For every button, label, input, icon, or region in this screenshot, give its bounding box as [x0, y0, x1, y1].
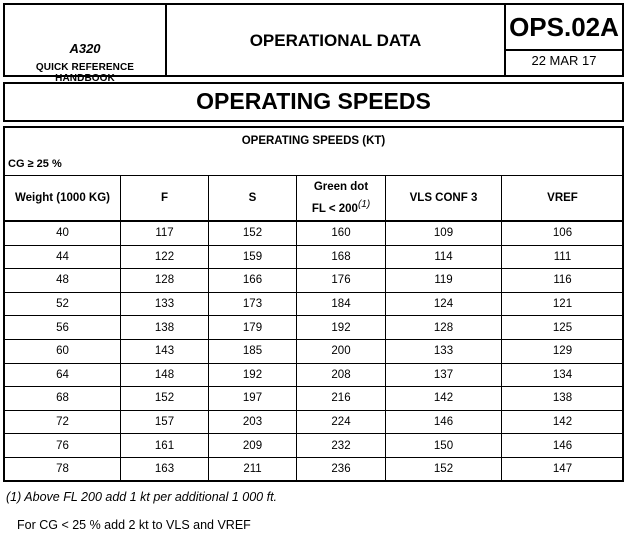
table-row	[5, 245, 624, 269]
cell-weight: 72	[5, 410, 121, 434]
cell-weight: 56	[5, 316, 121, 340]
header-vls-conf3: VLS CONF 3	[386, 176, 502, 222]
header-green-dot-line1: Green dot	[313, 180, 369, 193]
cell-green-dot: 216	[297, 387, 386, 411]
cell-weight: 64	[5, 363, 121, 387]
cell-vls-conf3: 152	[386, 457, 502, 481]
cell-vls-conf3: 128	[386, 316, 502, 340]
table-body	[5, 221, 624, 481]
table-caption: OPERATING SPEEDS (KT)	[241, 135, 386, 147]
cell-vls-conf3: 119	[386, 269, 502, 293]
cell-s: 192	[209, 363, 297, 387]
page-code-box	[504, 3, 624, 77]
chapter-header	[165, 3, 506, 77]
table-row	[5, 410, 624, 434]
cell-f: 143	[121, 339, 209, 363]
cell-weight: 78	[5, 457, 121, 481]
cell-f: 161	[121, 434, 209, 458]
cell-vref: 138	[502, 387, 624, 411]
cell-green-dot: 224	[297, 410, 386, 434]
table-row	[5, 457, 624, 481]
cell-vref: 111	[502, 245, 624, 269]
header-weight: Weight (1000 KG)	[5, 176, 121, 222]
table-row	[5, 434, 624, 458]
cell-green-dot: 208	[297, 363, 386, 387]
cell-vref: 146	[502, 434, 624, 458]
cell-s: 179	[209, 316, 297, 340]
header-green-dot	[297, 176, 386, 222]
cell-s: 203	[209, 410, 297, 434]
cell-f: 117	[121, 221, 209, 245]
cell-f: 122	[121, 245, 209, 269]
cell-vref: 121	[502, 292, 624, 316]
table-row	[5, 292, 624, 316]
cell-f: 133	[121, 292, 209, 316]
cell-vls-conf3: 133	[386, 339, 502, 363]
footnote-fl200: (1) Above FL 200 add 1 kt per additional 1 000 ft.	[6, 490, 278, 504]
cell-s: 211	[209, 457, 297, 481]
cell-green-dot: 168	[297, 245, 386, 269]
speeds-table-panel	[3, 126, 624, 482]
table-row	[5, 269, 624, 293]
cell-f: 138	[121, 316, 209, 340]
cell-vref: 116	[502, 269, 624, 293]
cell-s: 209	[209, 434, 297, 458]
cell-weight: 52	[5, 292, 121, 316]
cell-green-dot: 184	[297, 292, 386, 316]
aircraft-model: A320	[69, 41, 101, 56]
page-code: OPS.02A	[506, 5, 622, 51]
cell-weight: 76	[5, 434, 121, 458]
cell-s: 185	[209, 339, 297, 363]
cell-weight: 48	[5, 269, 121, 293]
cell-vls-conf3: 146	[386, 410, 502, 434]
footnote-ref: (1)	[357, 198, 371, 210]
cell-green-dot: 236	[297, 457, 386, 481]
table-header-row	[5, 176, 624, 222]
cell-vls-conf3: 150	[386, 434, 502, 458]
cell-vref: 142	[502, 410, 624, 434]
cell-f: 128	[121, 269, 209, 293]
table-row	[5, 221, 624, 245]
section-title: OPERATING SPEEDS	[196, 88, 431, 114]
chapter-title: OPERATIONAL DATA	[249, 31, 422, 50]
cell-weight: 40	[5, 221, 121, 245]
cg-condition: CG ≥ 25 %	[8, 158, 62, 170]
cell-vref: 134	[502, 363, 624, 387]
cell-f: 152	[121, 387, 209, 411]
cell-green-dot: 192	[297, 316, 386, 340]
table-row	[5, 387, 624, 411]
cell-s: 159	[209, 245, 297, 269]
header-vref: VREF	[502, 176, 624, 222]
cell-s: 173	[209, 292, 297, 316]
cell-f: 163	[121, 457, 209, 481]
cell-green-dot: 160	[297, 221, 386, 245]
cell-vref: 147	[502, 457, 624, 481]
cell-vls-conf3: 124	[386, 292, 502, 316]
cell-vls-conf3: 137	[386, 363, 502, 387]
operating-speeds-table	[4, 175, 624, 482]
cell-vls-conf3: 142	[386, 387, 502, 411]
cell-vref: 125	[502, 316, 624, 340]
cell-vls-conf3: 114	[386, 245, 502, 269]
header-green-dot-line2: FL < 200	[311, 202, 358, 215]
cell-s: 152	[209, 221, 297, 245]
cell-vref: 106	[502, 221, 624, 245]
section-title-box	[3, 82, 624, 122]
cell-weight: 68	[5, 387, 121, 411]
cell-green-dot: 232	[297, 434, 386, 458]
cell-vls-conf3: 109	[386, 221, 502, 245]
header-s: S	[209, 176, 297, 222]
cell-green-dot: 176	[297, 269, 386, 293]
cell-s: 197	[209, 387, 297, 411]
cell-s: 166	[209, 269, 297, 293]
cell-vref: 129	[502, 339, 624, 363]
handbook-header	[3, 3, 167, 84]
cell-weight: 44	[5, 245, 121, 269]
cell-f: 148	[121, 363, 209, 387]
table-row	[5, 316, 624, 340]
table-row	[5, 339, 624, 363]
cell-f: 157	[121, 410, 209, 434]
cell-weight: 60	[5, 339, 121, 363]
handbook-name: QUICK REFERENCE HANDBOOK	[35, 62, 135, 84]
cg-correction-note: For CG < 25 % add 2 kt to VLS and VREF	[17, 518, 251, 532]
header-f: F	[121, 176, 209, 222]
revision-date: 22 MAR 17	[531, 53, 597, 68]
cell-green-dot: 200	[297, 339, 386, 363]
table-row	[5, 363, 624, 387]
